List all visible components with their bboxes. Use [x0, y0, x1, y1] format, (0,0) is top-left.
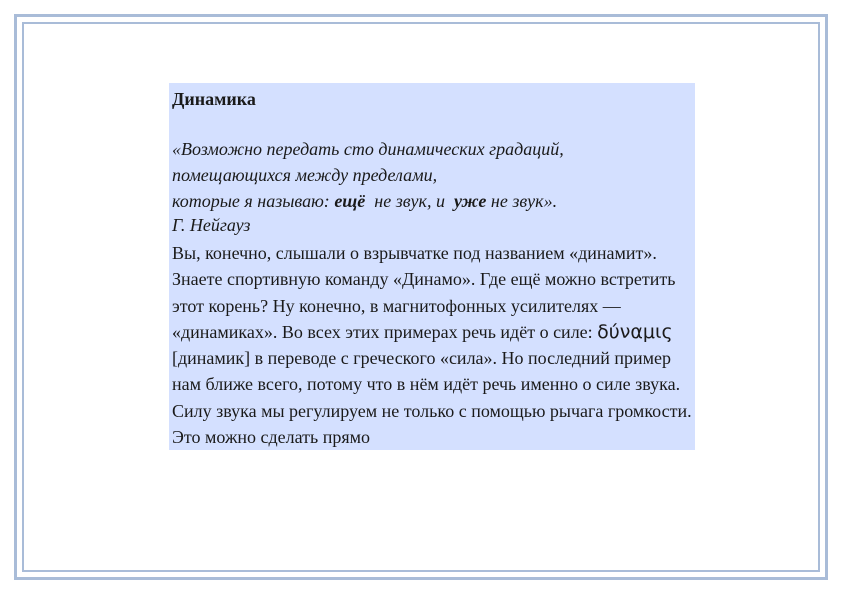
quote-author: Г. Нейгауз — [172, 215, 251, 235]
quote-line-3 — [172, 188, 695, 214]
quote-emphasis-2: уже — [453, 191, 487, 211]
quote-line-3-end: не звук». — [486, 191, 558, 211]
quote-line-2: помещающихся между пределами, — [172, 165, 438, 185]
text-box — [169, 83, 695, 450]
quote-emphasis-1: ещё — [334, 191, 366, 211]
quote-line-3-mid: не звук, и — [365, 191, 454, 211]
epigraph-quote — [169, 110, 695, 214]
body-paragraph — [169, 236, 695, 450]
greek-word: δύναμις — [597, 320, 673, 343]
heading: Динамика — [172, 89, 256, 109]
quote-line-1: «Возможно передать сто динамических градаций, — [172, 139, 564, 159]
quote-line-3-start: которые я называю: — [172, 191, 335, 211]
body-text-part-1: Вы, конечно, слышали о взрывчатке под названием «динамит». Знаете спортивную команду «Динамо». Где ещё можно встретить этот корень? Ну конечно, в магнитофонных усилителях — «динамиках». Во всех этих примерах речь идёт о силе: — [172, 243, 676, 342]
body-text-part-2: [динамик] в переводе с греческого «сила». Но последний пример нам ближе всего, потому что в нём идёт речь именно о силе звука. Силу звука мы регулируем не только с помощью рычага громкости. Это можно сделать прямо — [172, 348, 692, 448]
